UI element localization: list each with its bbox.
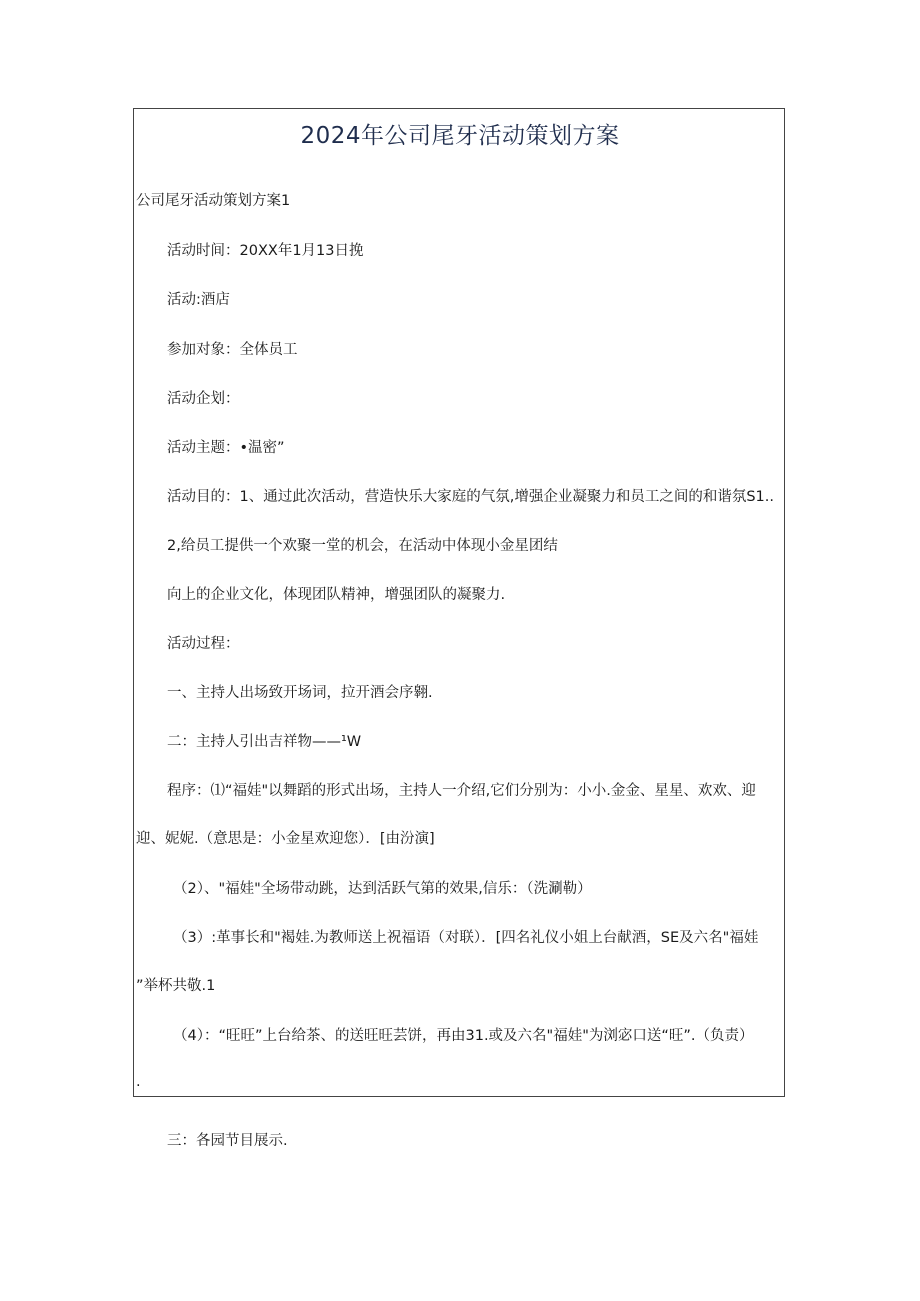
procedure-1: 程序：⑴“福娃"以舞蹈的形式出场，主持人一介绍,它们分别为：小小.金金、星星、欢欢、迎 [167, 783, 756, 799]
section-heading: 公司尾牙活动策划方案1 [136, 193, 291, 209]
process-step-2: 二：主持人引出吉祥物——¹W [167, 734, 362, 750]
purpose-item-2: 2,给员工提供一个欢聚一堂的机会，在活动中体现小金星团结 [167, 538, 558, 554]
purpose-item-2-cont: 向上的企业文化，体现团队精神，增强团队的凝聚力. [167, 587, 506, 603]
activity-purpose: 活动目的：1、通过此次活动，营造快乐大家庭的气氛,增强企业凝聚力和员工之间的和谐氛S1.. [167, 489, 774, 505]
procedure-4-cont: . [136, 1074, 141, 1090]
procedure-3-cont: ”举杯共敬.1 [136, 978, 216, 994]
activity-time: 活动时间：20XX年1月13日挽 [167, 243, 364, 259]
document-title: 2024年公司尾牙活动策划方案 [300, 123, 620, 149]
participants: 参加对象：全体员工 [167, 342, 298, 358]
process-step-1: 一、主持人出场致开场词，拉开酒会序翱. [167, 685, 433, 701]
procedure-3: （3）:革事长和"褐娃.为教师送上祝福语（对联）．[四名礼仪小姐上台献酒，SE及六名"福娃 [173, 930, 759, 946]
process-step-3: 三：各园节目展示. [167, 1133, 288, 1149]
procedure-1-cont: 迎、妮妮.（意思是：小金星欢迎您）．[由汾演] [136, 831, 435, 847]
activity-planning: 活动企划： [167, 391, 240, 407]
procedure-4: （4）：“旺旺”上台给茶、的送旺旺芸饼，再由31.或及六名"福娃"为浏宓口送“旺”.（负责） [173, 1028, 754, 1044]
activity-process: 活动过程： [167, 636, 240, 652]
activity-venue: 活动:酒店 [167, 292, 230, 308]
procedure-2: （2）、"福娃"全场带动跳，达到活跃气第的效果,信乐：（洗涮勒） [173, 881, 592, 897]
activity-theme: 活动主题：•温密” [167, 440, 285, 456]
